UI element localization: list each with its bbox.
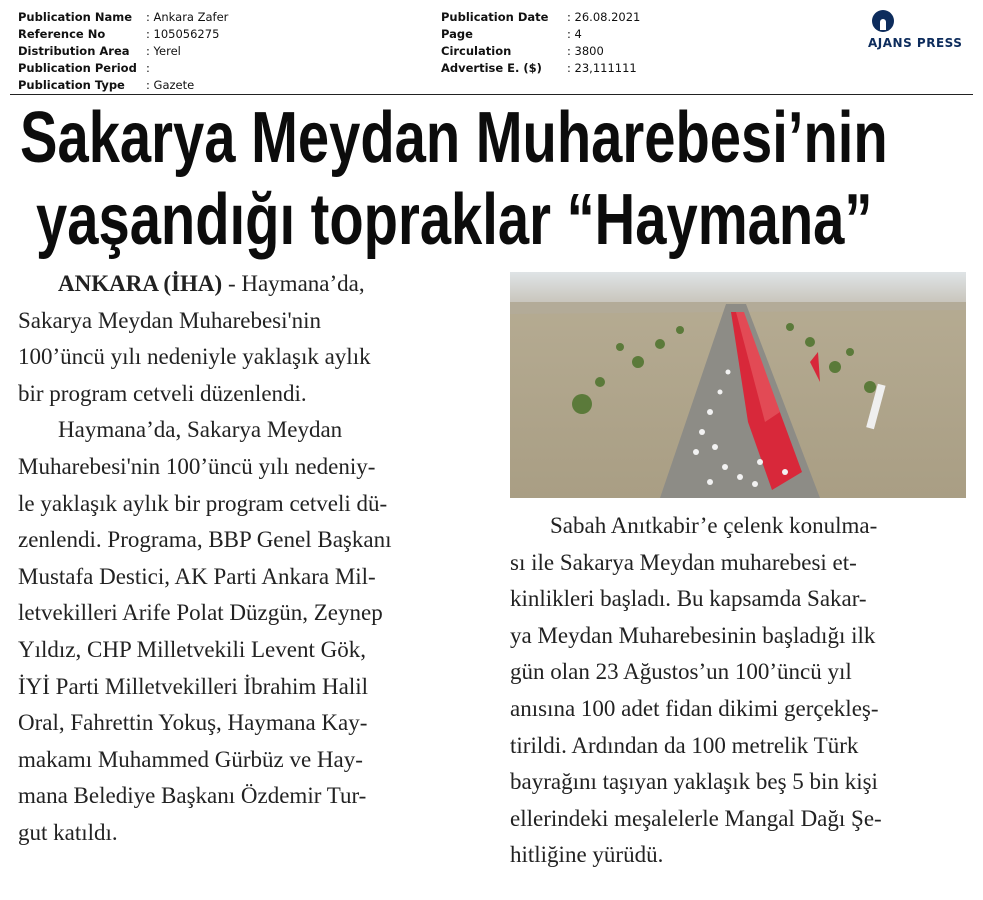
publication-info-right (441, 9, 640, 77)
headline-line-1: Sakarya Meydan Muharebesi’nin (20, 98, 888, 178)
article-line: hitliğine yürüdü. (510, 842, 664, 868)
article-column-left (18, 266, 458, 852)
meta-row (441, 43, 640, 60)
meta-value: : 105056275 (146, 27, 220, 41)
meta-row (441, 60, 640, 77)
meta-label: Reference No (18, 27, 106, 41)
meta-value: : 26.08.2021 (567, 10, 641, 24)
article-line: gün olan 23 Ağustos’un 100’üncü yıl (510, 659, 852, 685)
article-line: kinlikleri başladı. Bu kapsamda Sakar- (510, 586, 867, 612)
meta-row (18, 43, 228, 60)
article-line: Mustafa Destici, AK Parti Ankara Mil- (18, 563, 376, 589)
logo-text: AJANS PRESS (868, 36, 963, 50)
publication-info-left (18, 9, 228, 94)
article-line: Sabah Anıtkabir’e çelenk konulma- (550, 513, 878, 538)
article-line: gut katıldı. (18, 819, 118, 845)
meta-label: Publication Type (18, 78, 125, 92)
article-line: bayrağını taşıyan yaklaşık beş 5 bin kişi (510, 769, 878, 795)
header-divider (10, 94, 973, 95)
article-line: anısına 100 adet fidan dikimi gerçekleş- (510, 695, 879, 721)
article-line (18, 266, 458, 303)
meta-row (18, 26, 228, 43)
article-line: letvekilleri Arife Polat Düzgün, Zeynep (18, 600, 383, 626)
meta-label: Publication Date (441, 10, 549, 24)
headline-line-2: yaşandığı topraklar “Haymana” (36, 180, 873, 260)
article-line: sı ile Sakarya Meydan muharebesi et- (510, 549, 857, 575)
meta-value: : (146, 61, 150, 75)
article-line: Haymana’da, Sakarya Meydan (58, 417, 343, 443)
article-line: le yaklaşık aylık bir program cetveli dü- (18, 490, 388, 516)
article-line: makamı Muhammed Gürbüz ve Hay- (18, 746, 363, 772)
article-line-text: - Haymana’da, (222, 271, 365, 296)
article-line: tirildi. Ardından da 100 metrelik Türk (510, 732, 859, 758)
article-line: Sakarya Meydan Muharebesi'nin (18, 307, 322, 333)
meta-label: Distribution Area (18, 44, 130, 58)
meta-row (18, 77, 228, 94)
article-line: ellerindeki meşalelerle Mangal Dağı Şe- (510, 805, 882, 831)
article-line: İYİ Parti Milletvekilleri İbrahim Halil (18, 673, 369, 699)
meta-value: : 3800 (567, 44, 604, 58)
meta-value: : Yerel (146, 44, 181, 58)
meta-label: Advertise E. ($) (441, 61, 542, 75)
meta-row (441, 26, 640, 43)
article-line: Oral, Fahrettin Yokuş, Haymana Kay- (18, 710, 368, 736)
meta-value: : Ankara Zafer (146, 10, 229, 24)
meta-value: : 4 (567, 27, 582, 41)
article-line: mana Belediye Başkanı Özdemir Tur- (18, 783, 367, 809)
meta-label: Publication Period (18, 61, 137, 75)
article-line: bir program cetveli düzenlendi. (18, 380, 307, 406)
article-line: zenlendi. Programa, BBP Genel Başkanı (18, 527, 392, 553)
meta-row (441, 9, 640, 26)
article-line: Yıldız, CHP Milletvekili Levent Gök, (18, 636, 366, 662)
article-line: 100’üncü yılı nedeniyle yaklaşık aylık (18, 344, 371, 370)
meta-value: : 23,111111 (567, 61, 637, 75)
meta-row (18, 9, 228, 26)
meta-row (18, 60, 228, 77)
article-column-right (510, 508, 968, 874)
meta-label: Page (441, 27, 473, 41)
news-photo (510, 272, 966, 498)
meta-label: Publication Name (18, 10, 133, 24)
march-photo-illustration (510, 272, 966, 498)
meta-label: Circulation (441, 44, 512, 58)
article-line: Muharebesi'nin 100’üncü yılı nedeniy- (18, 453, 376, 479)
dateline: ANKARA (İHA) (58, 271, 223, 296)
ajans-press-logo (868, 10, 978, 55)
logo-icon (872, 10, 894, 32)
article-line: ya Meydan Muharebesinin başladığı ilk (510, 622, 876, 648)
meta-value: : Gazete (146, 78, 195, 92)
